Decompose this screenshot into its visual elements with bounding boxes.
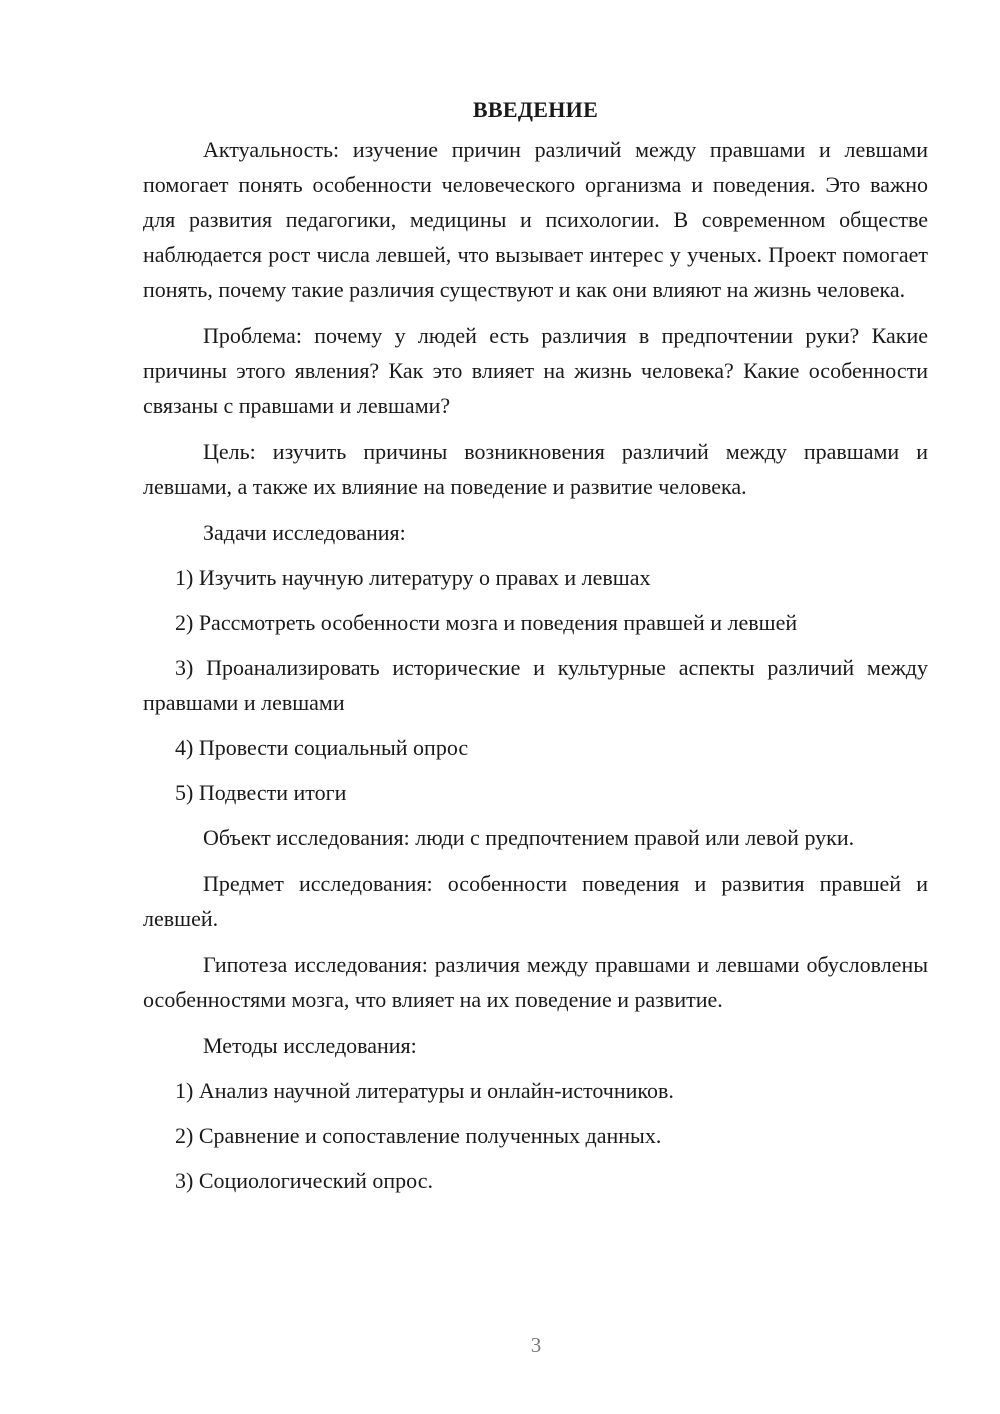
task-item: 5) Подвести итоги bbox=[175, 780, 347, 805]
relevance-paragraph: Актуальность: изучение причин различий между правшами и левшами помогает понять особенности человеческого организма и поведения. Это важно для развития педагогики, медицины и психологии. В современном обществе наблюдается рост числа левшей, что вызывает интерес у ученых. Проект помогает понять, почему такие различия существуют и как они влияют на жизнь человека. bbox=[143, 137, 928, 302]
page-title: ВВЕДЕНИЕ bbox=[472, 97, 599, 122]
page-number: 3 bbox=[530, 1333, 542, 1357]
problem-paragraph: Проблема: почему у людей есть различия в предпочтении руки? Какие причины этого явления? Как это влияет на жизнь человека? Какие особенности связаны с правшами и левшами? bbox=[143, 323, 928, 418]
task-item: 1) Изучить научную литературу о правах и левшах bbox=[175, 565, 651, 590]
method-item: 3) Социологический опрос. bbox=[175, 1168, 433, 1193]
hypothesis-paragraph: Гипотеза исследования: различия между правшами и левшами обусловлены особенностями мозга, что влияет на их поведение и развитие. bbox=[143, 952, 928, 1012]
tasks-heading: Задачи исследования: bbox=[203, 520, 406, 545]
methods-heading: Методы исследования: bbox=[203, 1033, 417, 1058]
goal-paragraph: Цель: изучить причины возникновения различий между правшами и левшами, а также их влияние на поведение и развитие человека. bbox=[143, 439, 928, 499]
document-page bbox=[143, 92, 928, 1208]
subject-paragraph: Предмет исследования: особенности поведения и развития правшей и левшей. bbox=[143, 871, 928, 931]
task-item: 3) Проанализировать исторические и культурные аспекты различий между правшами и левшами bbox=[143, 655, 928, 715]
task-item: 2) Рассмотреть особенности мозга и поведения правшей и левшей bbox=[175, 610, 798, 635]
object-paragraph: Объект исследования: люди с предпочтением правой или левой руки. bbox=[203, 825, 855, 850]
method-item: 2) Сравнение и сопоставление полученных данных. bbox=[175, 1123, 662, 1148]
method-item: 1) Анализ научной литературы и онлайн-источников. bbox=[175, 1078, 674, 1103]
task-item: 4) Провести социальный опрос bbox=[175, 735, 469, 760]
